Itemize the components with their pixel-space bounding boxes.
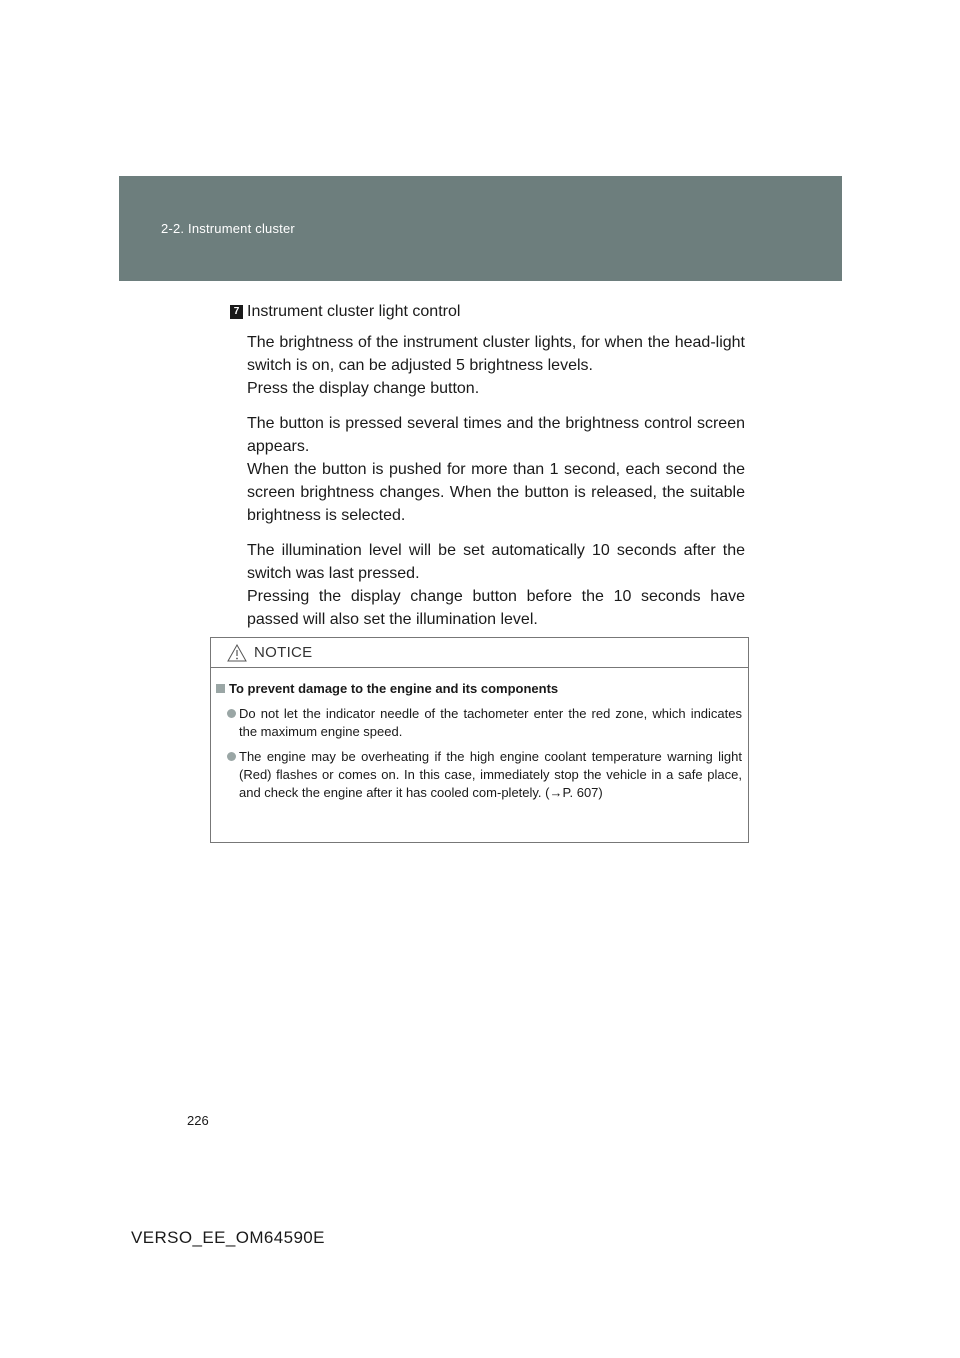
paragraph: When the button is pushed for more than 1 second, each second the screen brightness changes. When the button is released, the suitable brightness is selected. bbox=[247, 461, 745, 524]
square-bullet-icon bbox=[216, 684, 225, 693]
circle-bullet-icon bbox=[227, 752, 236, 761]
section-title: 2-2. Instrument cluster bbox=[161, 221, 295, 236]
notice-subtitle bbox=[216, 680, 742, 698]
notice-box bbox=[210, 637, 749, 843]
notice-body bbox=[211, 680, 748, 802]
notice-subtitle-text: To prevent damage to the engine and its components bbox=[229, 681, 559, 696]
paragraph: The brightness of the instrument cluster lights, for when the head-light switch is on, can be adjusted 5 brightness levels. bbox=[247, 334, 745, 374]
notice-title: NOTICE bbox=[254, 644, 313, 661]
warning-triangle-icon bbox=[227, 644, 247, 662]
list-item bbox=[216, 748, 742, 802]
notice-header bbox=[211, 638, 748, 668]
paragraph: The button is pressed several times and the brightness control screen appears. bbox=[247, 415, 745, 455]
item-heading-text: Instrument cluster light control bbox=[247, 303, 461, 320]
item-heading bbox=[233, 300, 745, 323]
item-number-badge: 7 bbox=[230, 305, 243, 319]
header-band bbox=[119, 176, 842, 281]
main-content bbox=[230, 300, 745, 631]
paragraph: The illumination level will be set automatically 10 seconds after the switch was last pressed. bbox=[247, 542, 745, 582]
circle-bullet-icon bbox=[227, 709, 236, 718]
page-number: 226 bbox=[187, 1113, 209, 1128]
paragraph: Press the display change button. bbox=[247, 380, 480, 397]
document-code: VERSO_EE_OM64590E bbox=[131, 1228, 325, 1247]
list-item-text: Do not let the indicator needle of the tachometer enter the red zone, which indicates the maximum engine speed. bbox=[239, 706, 742, 739]
paragraph: Pressing the display change button before the 10 seconds have passed will also set the illumination level. bbox=[247, 588, 745, 628]
list-item bbox=[216, 705, 742, 741]
list-item-text: The engine may be overheating if the high engine coolant temperature warning light (Red) flashes or comes on. In this case, immediately stop the vehicle in a safe place, and check the engine after it has cooled com-pletely. (→P. 607) bbox=[239, 749, 742, 800]
